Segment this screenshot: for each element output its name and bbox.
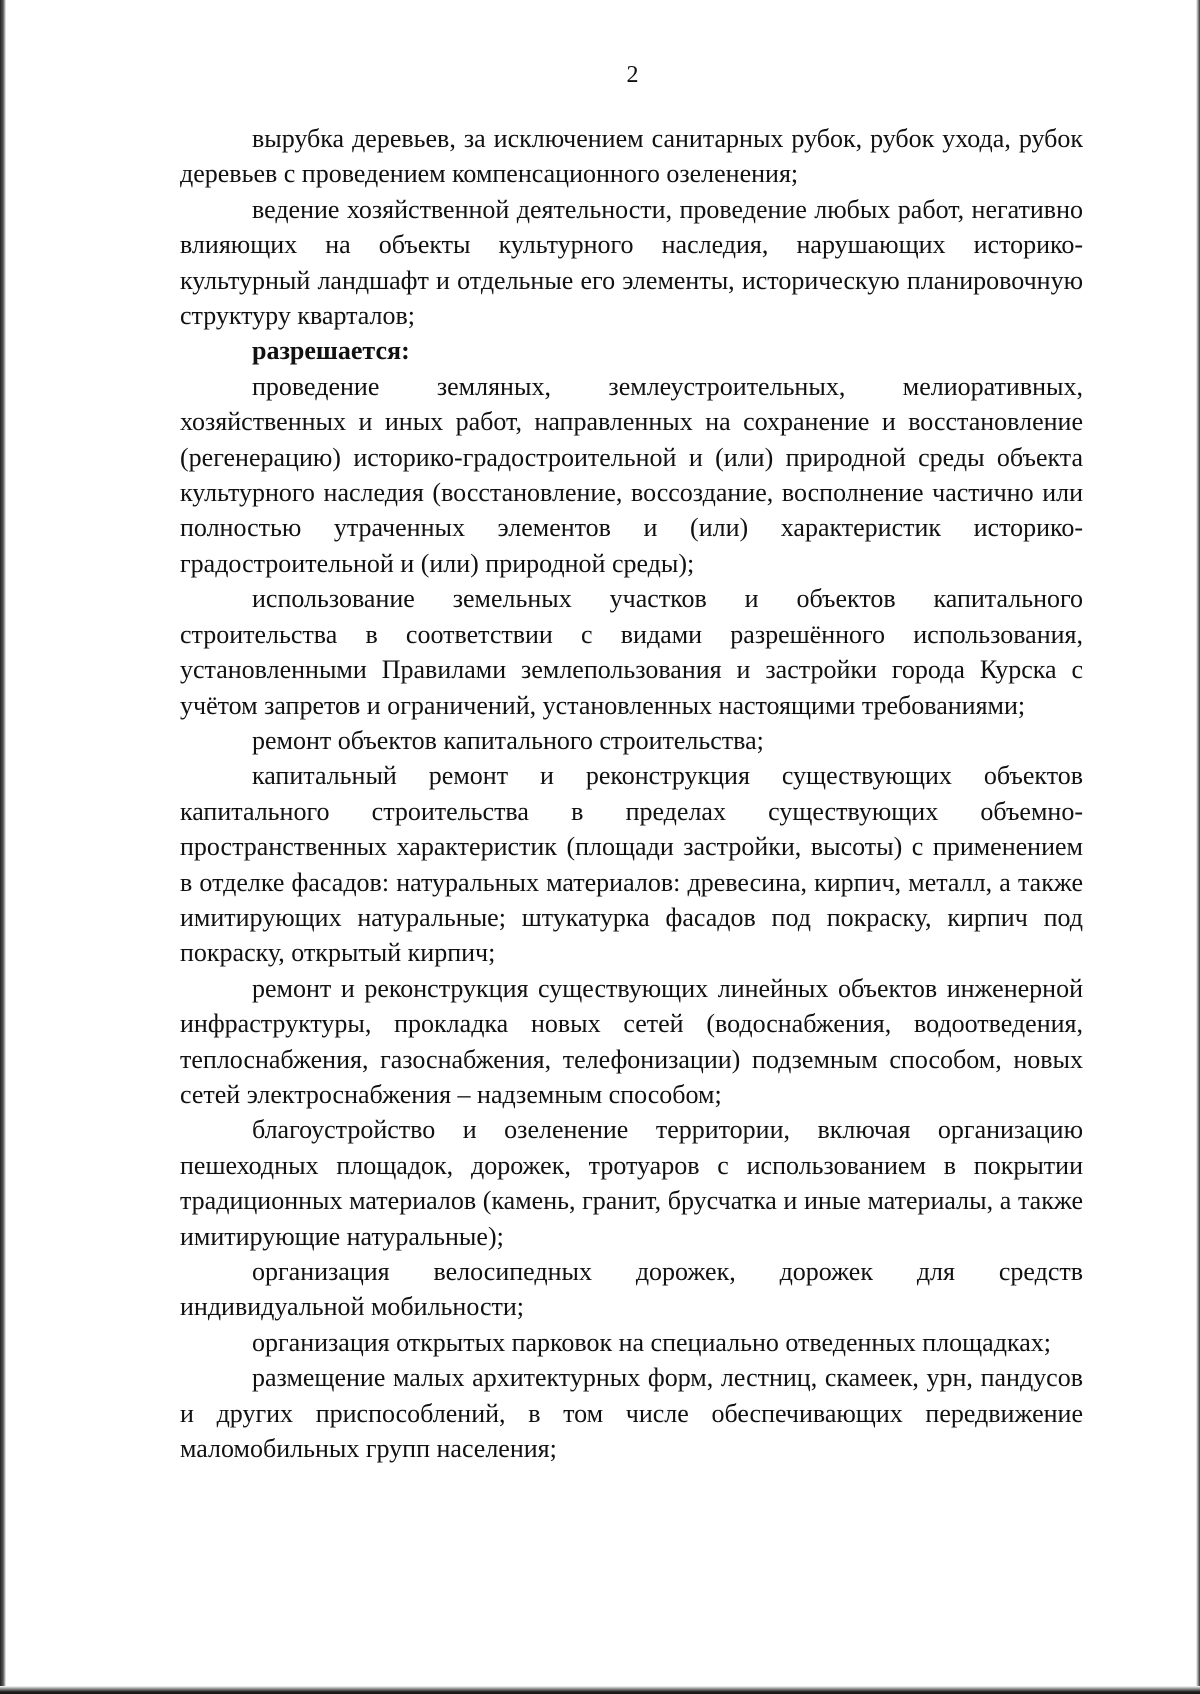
- paragraph-utility-networks: ремонт и реконструкция существующих линейных объектов инженерной инфраструктуры, прокладка новых сетей (водоснабжения, водоотведения, теплоснабжения, газоснабжения, телефонизации) подземным способом, новых сетей электроснабжения – надземным способом;: [180, 973, 1083, 1109]
- paragraph-landscaping: благоустройство и озеленение территории, включая организацию пешеходных площадок, дорожек, тротуаров с использованием в покрытии традиционных материалов (камень, гранит, брусчатка и иные материалы, а также имитирующие натуральные);: [180, 1115, 1083, 1251]
- document-body: [180, 121, 1083, 1466]
- paragraph-small-architectural-forms: размещение малых архитектурных форм, лестниц, скамеек, урн, пандусов и других приспособлений, в том числе обеспечивающих передвижение маломобильных групп населения;: [180, 1363, 1083, 1464]
- paragraph-earthworks: проведение земляных, землеустроительных, мелиоративных, хозяйственных и иных работ, направленных на сохранение и восстановление (регенерацию) историко-градостроительной и (или) природной среды объекта культурного наследия (восстановление, воссоздание, восполнение частично или полностью утраченных элементов и (или) характеристик историко-градостроительной и (или) природной среды);: [180, 371, 1083, 578]
- paragraph-bicycle-paths: организация велосипедных дорожек, дорожек для средств индивидуальной мобильности;: [180, 1257, 1083, 1322]
- paragraph-parking: организация открытых парковок на специально отведенных площадках;: [252, 1327, 1051, 1357]
- paragraph-tree-felling: вырубка деревьев, за исключением санитарных рубок, рубок ухода, рубок деревьев с проведением компенсационного озеленения;: [180, 124, 1083, 189]
- paragraph-economic-activity: ведение хозяйственной деятельности, проведение любых работ, негативно влияющих на объекты культурного наследия, нарушающих историко-культурный ландшафт и отдельные его элементы, историческую планировочную структуру кварталов;: [180, 194, 1083, 331]
- paragraph-capital-repair: капитальный ремонт и реконструкция существующих объектов капитального строительства в пределах существующих объемно-пространственных характеристик (площади застройки, высоты) с применением в отделке фасадов: натуральных материалов: древесина, кирпич, металл, а также имитирующих натуральные; штукатурка фасадов под покраску, кирпич под покраску, открытый кирпич;: [180, 761, 1083, 968]
- paragraph-land-use: использование земельных участков и объектов капитального строительства в соответствии с видами разрешённого использования, установленными Правилами землепользования и застройки города Курска с учётом запретов и ограничений, установленных настоящими требованиями;: [180, 584, 1083, 720]
- section-heading-permitted: разрешается:: [252, 336, 410, 366]
- scan-edge-right: [1196, 0, 1200, 1694]
- paragraph-repair: ремонт объектов капитального строительства;: [252, 725, 764, 755]
- page-number: 2: [626, 62, 639, 88]
- scan-edge-left: [0, 0, 6, 1694]
- scan-edge-bottom: [0, 1686, 1200, 1694]
